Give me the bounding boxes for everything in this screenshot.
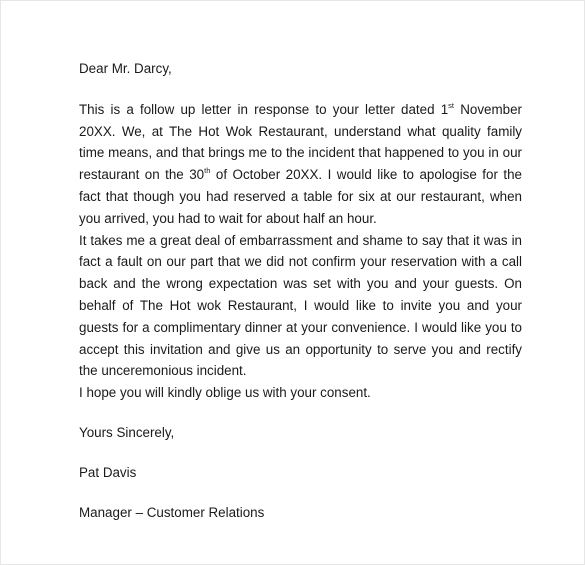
paragraph-3: I hope you will kindly oblige us with your consent. xyxy=(79,385,371,401)
paragraph-1 xyxy=(79,99,522,230)
paragraph-1-part-1: This is a follow up letter in response to your letter dated 1 xyxy=(79,101,449,117)
ordinal-suffix-2: th xyxy=(204,166,211,176)
closing: Yours Sincerely, xyxy=(79,424,175,440)
ordinal-suffix-1: st xyxy=(448,100,455,110)
signature-name: Pat Davis xyxy=(79,464,137,480)
salutation: Dear Mr. Darcy, xyxy=(79,61,172,76)
paragraph-1-part-3: of October 20XX. I would like to apologise for the fact that though you had reserved a table for six at our restaurant, when you arrived, you had to wait for about half an hour. xyxy=(79,167,522,226)
signature-title: Manager – Customer Relations xyxy=(79,504,265,520)
paragraph-2: It takes me a great deal of embarrassment and shame to say that it was in fact a fault on our part that we did not confirm your reservation with a call back and the wrong expectation was set with you and your guests. On behalf of The Hot wok Restaurant, I would like to invite you and your guests for a complimentary dinner at your convenience. I would like you to accept this invitation and give us an opportunity to serve you and rectify the unceremonious incident. xyxy=(79,232,522,379)
paragraph-1-part-2: November 20XX. We, at The Hot Wok Restaurant, understand what quality family time means, and that brings me to the incident that happened to you in our restaurant on the 30 xyxy=(79,101,522,183)
letter-body xyxy=(79,58,522,523)
